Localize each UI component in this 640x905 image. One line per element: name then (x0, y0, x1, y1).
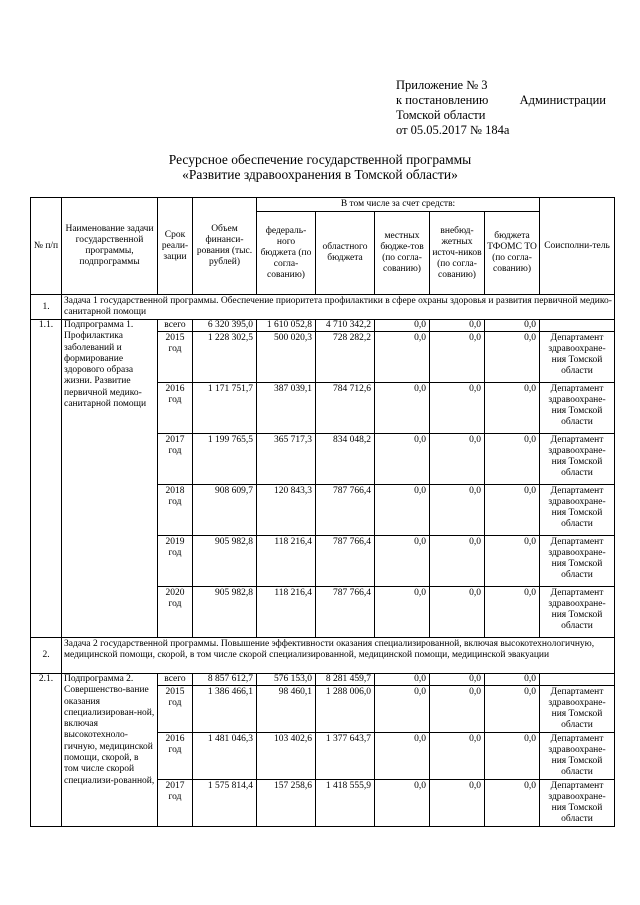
header-federal: федераль-ного бюджета (по согла-сованию) (257, 212, 316, 295)
total-executor (540, 320, 615, 332)
cell-volume: 1 171 751,7 (193, 383, 257, 434)
cell-period: 2016 год (158, 733, 193, 780)
appendix-region: Томской области (396, 108, 486, 122)
total-extra: 0,0 (430, 674, 485, 686)
cell-local: 0,0 (375, 536, 430, 587)
cell-tfoms: 0,0 (485, 733, 540, 780)
cell-extra: 0,0 (430, 434, 485, 485)
cell-regional: 787 766,4 (316, 485, 375, 536)
appendix-decree-left: к постановлению (396, 93, 489, 107)
cell-tfoms: 0,0 (485, 536, 540, 587)
cell-federal: 157 258,6 (257, 780, 316, 827)
cell-federal: 118 216,4 (257, 587, 316, 638)
cell-period: 2017 год (158, 434, 193, 485)
cell-local: 0,0 (375, 587, 430, 638)
cell-federal: 98 460,1 (257, 686, 316, 733)
cell-tfoms: 0,0 (485, 332, 540, 383)
cell-local: 0,0 (375, 383, 430, 434)
total-period: всего (158, 320, 193, 332)
task-num: 2. (31, 638, 62, 674)
appendix-title: Приложение № 3 (396, 78, 488, 92)
cell-regional: 1 377 643,7 (316, 733, 375, 780)
appendix-block (396, 78, 606, 138)
cell-regional: 834 048,2 (316, 434, 375, 485)
cell-tfoms: 0,0 (485, 686, 540, 733)
total-regional: 4 710 342,2 (316, 320, 375, 332)
cell-volume: 1 575 814,4 (193, 780, 257, 827)
cell-tfoms: 0,0 (485, 383, 540, 434)
cell-federal: 120 843,3 (257, 485, 316, 536)
cell-period: 2015 год (158, 686, 193, 733)
cell-local: 0,0 (375, 485, 430, 536)
task-text: Задача 2 государственной программы. Повышение эффективности оказания специализированной, включая высокотехнологичную, медицинской помощи, скорой, в том числе скорой специализированной, медицинской помощи, медицинской эвакуации (62, 638, 615, 674)
cell-volume: 1 199 765,5 (193, 434, 257, 485)
cell-period: 2018 год (158, 485, 193, 536)
subprogram-total-row (31, 320, 615, 332)
resource-table (30, 197, 615, 827)
subprogram-name: Подпрограмма 2. Совершенство-вание оказания специализирован-ной, включая высокотехноло-гичную, медицинской помощи, скорой, в том числе скорой специализи-рованной, (62, 674, 158, 827)
header-tfoms: бюджета ТФОМС ТО (по согла-сованию) (485, 212, 540, 295)
cell-tfoms: 0,0 (485, 434, 540, 485)
total-local: 0,0 (375, 320, 430, 332)
cell-volume: 1 481 046,3 (193, 733, 257, 780)
cell-regional: 728 282,2 (316, 332, 375, 383)
cell-executor: Департамент здравоохране-ния Томской области (540, 536, 615, 587)
header-regional: областного бюджета (316, 212, 375, 295)
header-period: Срок реали-зации (158, 198, 193, 295)
cell-regional: 784 712,6 (316, 383, 375, 434)
cell-regional: 787 766,4 (316, 587, 375, 638)
total-federal: 1 610 052,8 (257, 320, 316, 332)
cell-executor: Департамент здравоохране-ния Томской области (540, 686, 615, 733)
cell-extra: 0,0 (430, 536, 485, 587)
header-name: Наименование задачи государственной программы, подпрограммы (62, 198, 158, 295)
cell-federal: 103 402,6 (257, 733, 316, 780)
cell-local: 0,0 (375, 733, 430, 780)
cell-period: 2017 год (158, 780, 193, 827)
total-executor (540, 674, 615, 686)
header-local: местных бюдже-тов (по согла-сованию) (375, 212, 430, 295)
total-volume: 6 320 395,0 (193, 320, 257, 332)
subprogram-name: Подпрограмма 1. Профилактика заболеваний и формирование здорового образа жизни. Развитие первичной медико-санитарной помощи (62, 320, 158, 638)
cell-federal: 500 020,3 (257, 332, 316, 383)
cell-extra: 0,0 (430, 332, 485, 383)
header-group: В том числе за счет средств: (257, 198, 540, 212)
total-regional: 8 281 459,7 (316, 674, 375, 686)
cell-period: 2019 год (158, 536, 193, 587)
total-period: всего (158, 674, 193, 686)
cell-extra: 0,0 (430, 485, 485, 536)
cell-period: 2016 год (158, 383, 193, 434)
cell-executor: Департамент здравоохране-ния Томской области (540, 383, 615, 434)
cell-volume: 1 228 302,5 (193, 332, 257, 383)
task-row (31, 638, 615, 674)
cell-tfoms: 0,0 (485, 587, 540, 638)
title-line-2: «Развитие здравоохранения в Томской области» (182, 167, 458, 182)
header-num: № п/п (31, 198, 62, 295)
cell-extra: 0,0 (430, 780, 485, 827)
cell-volume: 908 609,7 (193, 485, 257, 536)
cell-federal: 365 717,3 (257, 434, 316, 485)
header-executor: Соисполни-тель (540, 198, 615, 295)
cell-executor: Департамент здравоохране-ния Томской области (540, 780, 615, 827)
total-extra: 0,0 (430, 320, 485, 332)
cell-local: 0,0 (375, 780, 430, 827)
cell-executor: Департамент здравоохране-ния Томской области (540, 485, 615, 536)
cell-extra: 0,0 (430, 686, 485, 733)
cell-volume: 905 982,8 (193, 536, 257, 587)
subprogram-num: 1.1. (31, 320, 62, 638)
task-row (31, 295, 615, 320)
cell-tfoms: 0,0 (485, 485, 540, 536)
cell-executor: Департамент здравоохране-ния Томской области (540, 434, 615, 485)
cell-federal: 118 216,4 (257, 536, 316, 587)
cell-regional: 787 766,4 (316, 536, 375, 587)
cell-executor: Департамент здравоохране-ния Томской области (540, 332, 615, 383)
cell-local: 0,0 (375, 332, 430, 383)
cell-volume: 905 982,8 (193, 587, 257, 638)
cell-executor: Департамент здравоохране-ния Томской области (540, 587, 615, 638)
cell-period: 2020 год (158, 587, 193, 638)
subprogram-num: 2.1. (31, 674, 62, 827)
cell-local: 0,0 (375, 434, 430, 485)
subprogram-total-row (31, 674, 615, 686)
appendix-decree-right: Администрации (519, 93, 606, 107)
header-extra: внебюд-жетных источ-ников (по согла-сованию) (430, 212, 485, 295)
title-line-1: Ресурсное обеспечение государственной программы (168, 152, 472, 167)
task-text: Задача 1 государственной программы. Обеспечение приоритета профилактики в сфере охраны здоровья и развития первичной медико-санитарной помощи (62, 295, 615, 320)
appendix-decree-line (396, 93, 606, 108)
cell-local: 0,0 (375, 686, 430, 733)
cell-volume: 1 386 466,1 (193, 686, 257, 733)
cell-extra: 0,0 (430, 587, 485, 638)
cell-regional: 1 288 006,0 (316, 686, 375, 733)
document-title (0, 152, 640, 182)
cell-period: 2015 год (158, 332, 193, 383)
header-row-1 (31, 198, 615, 212)
total-tfoms: 0,0 (485, 320, 540, 332)
total-local: 0,0 (375, 674, 430, 686)
appendix-date: от 05.05.2017 № 184а (396, 123, 510, 137)
cell-federal: 387 039,1 (257, 383, 316, 434)
cell-regional: 1 418 555,9 (316, 780, 375, 827)
total-tfoms: 0,0 (485, 674, 540, 686)
total-volume: 8 857 612,7 (193, 674, 257, 686)
task-num: 1. (31, 295, 62, 320)
cell-executor: Департамент здравоохране-ния Томской области (540, 733, 615, 780)
header-volume: Объем финанси-рования (тыс. рублей) (193, 198, 257, 295)
cell-tfoms: 0,0 (485, 780, 540, 827)
cell-extra: 0,0 (430, 383, 485, 434)
cell-extra: 0,0 (430, 733, 485, 780)
total-federal: 576 153,0 (257, 674, 316, 686)
